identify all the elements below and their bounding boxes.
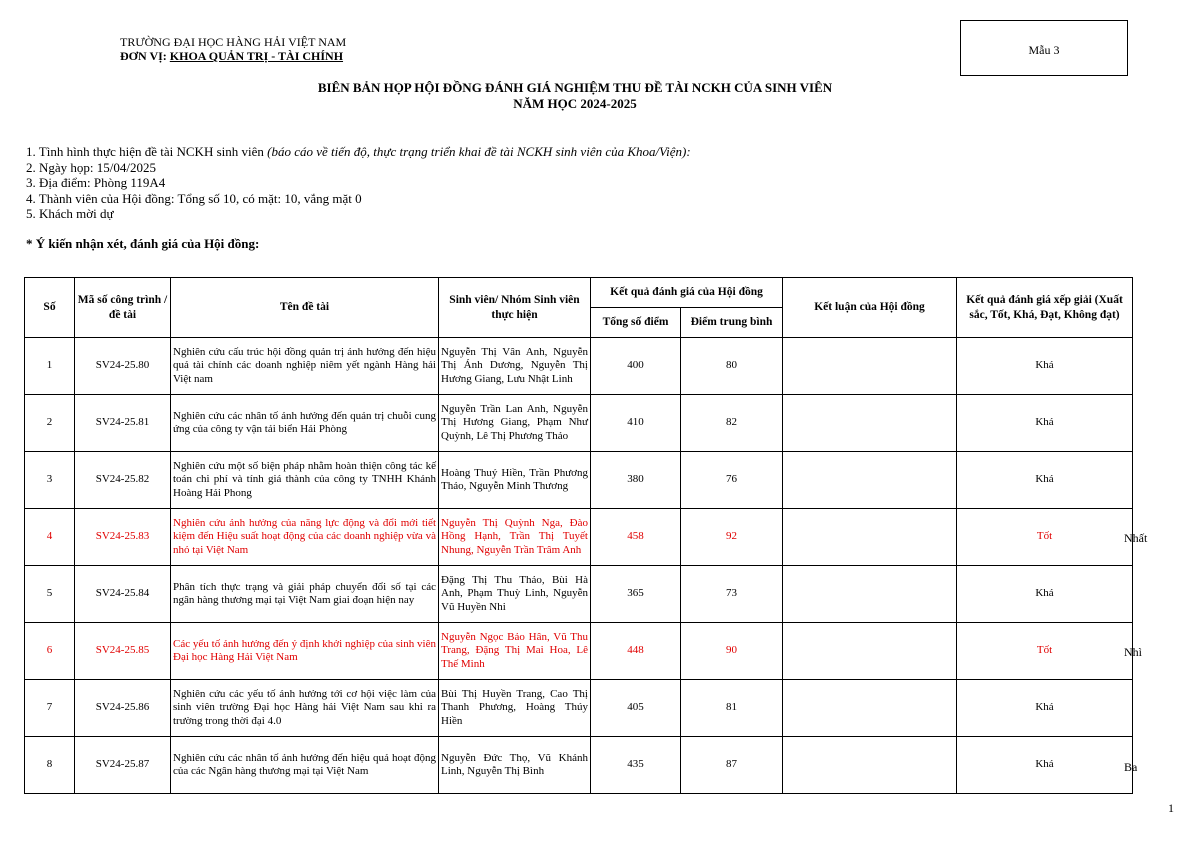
info-item-1-note: (báo cáo về tiến độ, thực trạng triển khai đề tài NCKH sinh viên của Khoa/Viện): (267, 144, 691, 159)
council-conclusion (783, 509, 957, 566)
project-code: SV24-25.87 (75, 737, 171, 794)
info-item-4: 4. Thành viên của Hội đồng: Tổng số 10, có mặt: 10, vắng mặt 0 (26, 190, 362, 206)
council-conclusion (783, 737, 957, 794)
document-subtitle: NĂM HỌC 2024-2025 (513, 96, 637, 111)
council-conclusion (783, 338, 957, 395)
project-code: SV24-25.81 (75, 395, 171, 452)
project-title: Nghiên cứu các yếu tố ảnh hưởng tới cơ hội việc làm của sinh viên trường Đại học Hàng hải Việt Nam sau khi ra trường trong thời đại 4.0 (171, 680, 439, 737)
average-score: 73 (681, 566, 783, 623)
student-names: Hoàng Thuý Hiền, Trần Phương Thảo, Nguyễn Minh Thương (439, 452, 591, 509)
average-score: 80 (681, 338, 783, 395)
student-names: Đặng Thị Thu Thảo, Bùi Hà Anh, Phạm Thuỳ Linh, Nguyễn Vũ Huyền Nhi (439, 566, 591, 623)
info-item-5: 5. Khách mời dự (26, 206, 114, 221)
header-conclusion: Kết luận của Hội đồng (783, 278, 957, 338)
row-number: 5 (25, 566, 75, 623)
row-number: 4 (25, 509, 75, 566)
header-no: Số (25, 278, 75, 338)
document-title: BIÊN BẢN HỌP HỘI ĐỒNG ĐÁNH GIÁ NGHIỆM THU ĐỀ TÀI NCKH CỦA SINH VIÊN (317, 80, 833, 95)
total-score: 435 (591, 737, 681, 794)
total-score: 400 (591, 338, 681, 395)
row-number: 1 (25, 338, 75, 395)
average-score: 90 (681, 623, 783, 680)
table-row (25, 395, 1133, 452)
project-title: Nghiên cứu một số biện pháp nhằm hoàn thiện công tác kế toán chi phí và tính giá thành của công ty TNHH Khánh Hoàng Hải Phong (171, 452, 439, 509)
total-score: 405 (591, 680, 681, 737)
prize-label: Ba (1124, 759, 1138, 774)
project-code: SV24-25.85 (75, 623, 171, 680)
info-item-3: 3. Địa điểm: Phòng 119A4 (26, 175, 166, 190)
header-average: Điểm trung bình (681, 308, 783, 338)
council-conclusion (783, 623, 957, 680)
council-conclusion (783, 395, 957, 452)
average-score: 76 (681, 452, 783, 509)
table-row (25, 452, 1133, 509)
project-code: SV24-25.86 (75, 680, 171, 737)
table-row (25, 338, 1133, 395)
council-conclusion (783, 566, 957, 623)
table-row (25, 566, 1133, 623)
project-code: SV24-25.80 (75, 338, 171, 395)
student-names: Nguyễn Ngọc Bảo Hân, Vũ Thu Trang, Đặng Thị Mai Hoa, Lê Thế Minh (439, 623, 591, 680)
council-conclusion (783, 680, 957, 737)
table-row (25, 737, 1133, 794)
average-score: 82 (681, 395, 783, 452)
ranking-result: Khá (957, 338, 1133, 395)
unit-label: ĐƠN VỊ: (120, 49, 170, 63)
evaluation-table (24, 277, 1133, 794)
student-names: Nguyễn Thị Quỳnh Nga, Đào Hồng Hạnh, Trần Thị Tuyết Nhung, Nguyễn Trần Trâm Anh (439, 509, 591, 566)
unit-name: KHOA QUẢN TRỊ - TÀI CHÍNH (169, 49, 344, 63)
header-code: Mã số công trình / đề tài (75, 278, 171, 338)
project-code: SV24-25.82 (75, 452, 171, 509)
row-number: 8 (25, 737, 75, 794)
table-row (25, 680, 1133, 737)
project-title: Các yếu tố ảnh hưởng đến ý định khởi nghiệp của sinh viên Đại học Hàng Hải Việt Nam (171, 623, 439, 680)
table-row (25, 623, 1133, 680)
meeting-info (26, 144, 691, 222)
project-title: Nghiên cứu các nhân tố ảnh hưởng đến quản trị chuỗi cung ứng của công ty vận tải biển Hải Phòng (171, 395, 439, 452)
table-row (25, 509, 1133, 566)
header-ranking: Kết quả đánh giá xếp giải (Xuất sắc, Tốt, Khá, Đạt, Không đạt) (957, 278, 1133, 338)
ranking-result: Tốt (957, 623, 1133, 680)
student-names: Nguyễn Đức Thọ, Vũ Khánh Linh, Nguyễn Thị Bình (439, 737, 591, 794)
opinion-heading: * Ý kiến nhận xét, đánh giá của Hội đồng: (26, 236, 260, 251)
row-number: 7 (25, 680, 75, 737)
row-number: 3 (25, 452, 75, 509)
project-code: SV24-25.84 (75, 566, 171, 623)
form-label: Mẫu 3 (1028, 43, 1060, 57)
total-score: 410 (591, 395, 681, 452)
average-score: 87 (681, 737, 783, 794)
total-score: 448 (591, 623, 681, 680)
student-names: Bùi Thị Huyền Trang, Cao Thị Thanh Phương, Hoàng Thúy Hiền (439, 680, 591, 737)
project-code: SV24-25.83 (75, 509, 171, 566)
ranking-result: Tốt (957, 509, 1133, 566)
header-result-group: Kết quả đánh giá của Hội đồng (591, 278, 783, 308)
prize-label: Nhì (1124, 645, 1142, 660)
unit-line (120, 50, 343, 63)
ranking-result: Khá (957, 566, 1133, 623)
info-item-2: 2. Ngày họp: 15/04/2025 (26, 159, 156, 175)
ranking-result: Khá (957, 452, 1133, 509)
prize-label: Nhất (1124, 530, 1148, 545)
total-score: 380 (591, 452, 681, 509)
row-number: 6 (25, 623, 75, 680)
header-total: Tổng số điểm (591, 308, 681, 338)
info-item-1: 1. Tình hình thực hiện đề tài NCKH sinh viên (báo cáo về tiến độ, thực trạng triển khai đề tài NCKH sinh viên của Khoa/Viện): (26, 144, 691, 159)
total-score: 365 (591, 566, 681, 623)
header-title: Tên đề tài (171, 278, 439, 338)
project-title: Nghiên cứu các nhân tố ảnh hưởng đến hiệu quả hoạt động của các Ngân hàng thương mại tại Việt Nam (171, 737, 439, 794)
project-title: Phân tích thực trạng và giải pháp chuyển đổi số tại các ngân hàng thương mại tại Việt Nam giai đoạn hiện nay (171, 566, 439, 623)
header-students: Sinh viên/ Nhóm Sinh viên thực hiện (439, 278, 591, 338)
ranking-result: Khá (957, 680, 1133, 737)
council-conclusion (783, 452, 957, 509)
form-number-box (960, 20, 1128, 76)
student-names: Nguyễn Thị Vân Anh, Nguyễn Thị Ánh Dương, Nguyễn Thị Hương Giang, Lưu Nhật Linh (439, 338, 591, 395)
project-title: Nghiên cứu cấu trúc hội đồng quản trị ảnh hưởng đến hiệu quả tài chính các doanh nghiệp niêm yết ngành Hàng hải Việt nam (171, 338, 439, 395)
page-number: 1 (1168, 801, 1174, 815)
total-score: 458 (591, 509, 681, 566)
project-title: Nghiên cứu ảnh hưởng của năng lực động và đổi mới tiết kiệm đến Hiệu suất hoạt động của các doanh nghiệp vừa và nhỏ tại Việt Nam (171, 509, 439, 566)
ranking-result: Khá (957, 395, 1133, 452)
student-names: Nguyễn Trần Lan Anh, Nguyễn Thị Hương Giang, Phạm Như Quỳnh, Lê Thị Phương Thảo (439, 395, 591, 452)
average-score: 92 (681, 509, 783, 566)
university-name: TRƯỜNG ĐẠI HỌC HÀNG HẢI VIỆT NAM (120, 35, 347, 49)
row-number: 2 (25, 395, 75, 452)
ranking-result: Khá (957, 737, 1133, 794)
average-score: 81 (681, 680, 783, 737)
